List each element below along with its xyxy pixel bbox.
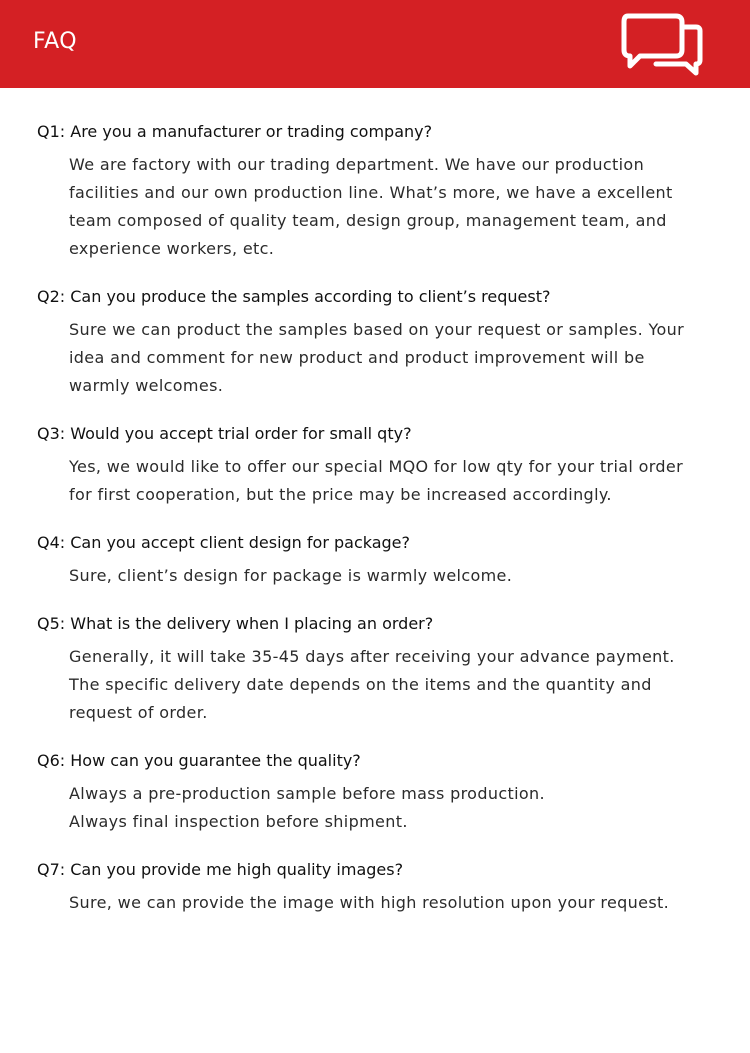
chat-bubbles-icon [618, 10, 704, 78]
faq-answer-line: Sure, client’s design for package is warmly welcome. [69, 566, 513, 585]
faq-answer [69, 780, 717, 836]
faq-answer-line: team composed of quality team, design group, management team, and [69, 211, 667, 230]
faq-header [0, 0, 750, 88]
page-title: FAQ [33, 29, 78, 54]
faq-question: Q5: What is the delivery when I placing an order? [37, 614, 434, 633]
faq-answer-line: We are factory with our trading department. We have our production [69, 155, 645, 174]
faq-item [37, 420, 717, 509]
faq-question: Q7: Can you provide me high quality images? [37, 860, 404, 879]
faq-answer-line: warmly welcomes. [69, 376, 224, 395]
faq-answer [69, 889, 717, 917]
faq-question: Q6: How can you guarantee the quality? [37, 751, 361, 770]
faq-answer-line: Sure, we can provide the image with high resolution upon your request. [69, 893, 670, 912]
faq-answer-line: Yes, we would like to offer our special MQO for low qty for your trial order [69, 457, 684, 476]
faq-item [37, 610, 717, 727]
faq-item [37, 118, 717, 263]
faq-list [37, 118, 717, 937]
faq-answer-line: for first cooperation, but the price may be increased accordingly. [69, 485, 612, 504]
faq-answer [69, 316, 717, 400]
faq-question: Q2: Can you produce the samples according to client’s request? [37, 287, 551, 306]
faq-answer-line: facilities and our own production line. What’s more, we have a excellent [69, 183, 673, 202]
faq-answer [69, 151, 717, 263]
faq-answer [69, 643, 717, 727]
faq-item [37, 529, 717, 590]
faq-item [37, 856, 717, 917]
faq-answer-line: Always final inspection before shipment. [69, 812, 408, 831]
faq-question: Q4: Can you accept client design for package? [37, 533, 411, 552]
faq-answer-line: Always a pre-production sample before mass production. [69, 784, 545, 803]
faq-answer-line: experience workers, etc. [69, 239, 275, 258]
faq-item [37, 283, 717, 400]
faq-question: Q3: Would you accept trial order for small qty? [37, 424, 412, 443]
faq-answer-line: Generally, it will take 35-45 days after receiving your advance payment. [69, 647, 675, 666]
faq-answer-line: request of order. [69, 703, 208, 722]
faq-question: Q1: Are you a manufacturer or trading company? [37, 122, 433, 141]
faq-answer-line: Sure we can product the samples based on your request or samples. Your [69, 320, 685, 339]
faq-item [37, 747, 717, 836]
faq-answer-line: idea and comment for new product and product improvement will be [69, 348, 645, 367]
faq-answer [69, 562, 717, 590]
faq-answer-line: The specific delivery date depends on the items and the quantity and [69, 675, 652, 694]
faq-answer [69, 453, 717, 509]
